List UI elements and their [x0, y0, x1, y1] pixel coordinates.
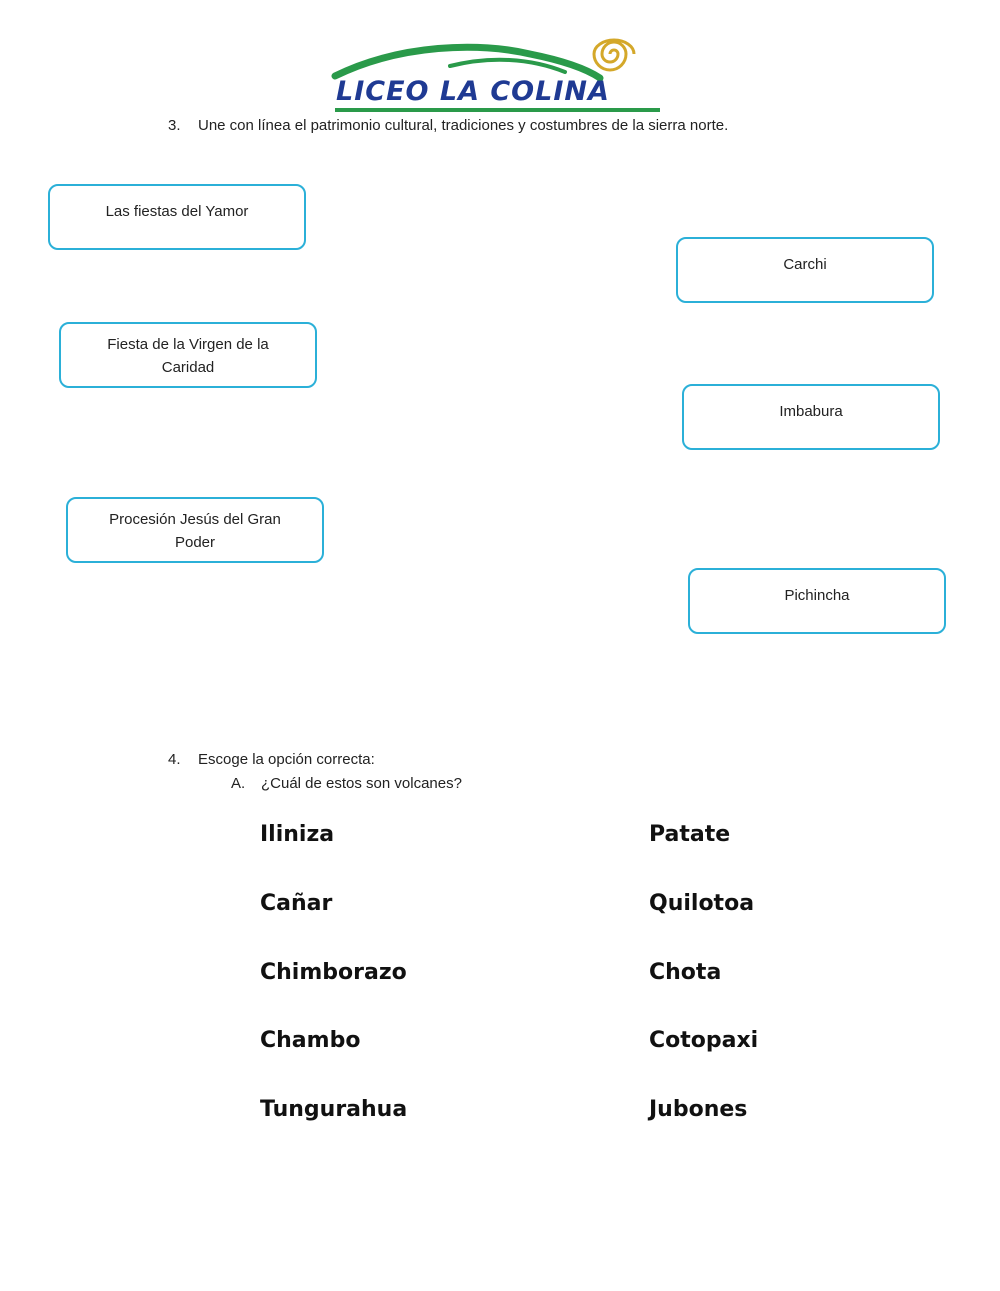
question-text: Escoge la opción correcta: — [198, 751, 375, 768]
question-4 — [168, 751, 375, 768]
option-chota[interactable]: Chota — [649, 960, 722, 985]
match-right-label: Pichincha — [784, 587, 850, 604]
match-left-label: Procesión Jesús del Gran Poder — [109, 511, 281, 551]
match-right-item-imbabura[interactable] — [682, 384, 940, 450]
match-right-item-pichincha[interactable] — [688, 568, 946, 634]
question-number: 3. — [168, 117, 181, 134]
option-iliniza[interactable]: Iliniza — [260, 822, 335, 847]
match-left-item-yamor[interactable] — [48, 184, 306, 250]
option-tungurahua[interactable]: Tungurahua — [260, 1097, 408, 1122]
question-4a — [231, 775, 462, 792]
match-right-label: Imbabura — [779, 403, 843, 420]
match-left-label: Las fiestas del Yamor — [105, 203, 249, 220]
match-left-item-virgen-caridad[interactable] — [59, 322, 317, 388]
sub-question-letter: A. — [231, 775, 246, 792]
option-patate[interactable]: Patate — [649, 822, 731, 847]
option-jubones[interactable]: Jubones — [649, 1097, 748, 1122]
question-3 — [168, 117, 728, 134]
option-canar[interactable]: Cañar — [260, 891, 333, 916]
match-right-item-carchi[interactable] — [676, 237, 934, 303]
match-left-item-gran-poder[interactable] — [66, 497, 324, 563]
match-right-label: Carchi — [783, 256, 827, 273]
option-chimborazo[interactable]: Chimborazo — [260, 960, 407, 985]
question-text: Une con línea el patrimonio cultural, tradiciones y costumbres de la sierra norte. — [198, 117, 729, 134]
school-logo — [330, 36, 665, 112]
sub-question-text: ¿Cuál de estos son volcanes? — [261, 775, 462, 792]
match-left-label: Fiesta de la Virgen de la Caridad — [107, 336, 269, 376]
option-chambo[interactable]: Chambo — [260, 1028, 361, 1053]
logo-text: LICEO LA COLINA — [336, 76, 610, 107]
question-number: 4. — [168, 751, 181, 768]
option-quilotoa[interactable]: Quilotoa — [649, 891, 755, 916]
option-cotopaxi[interactable]: Cotopaxi — [649, 1028, 759, 1053]
